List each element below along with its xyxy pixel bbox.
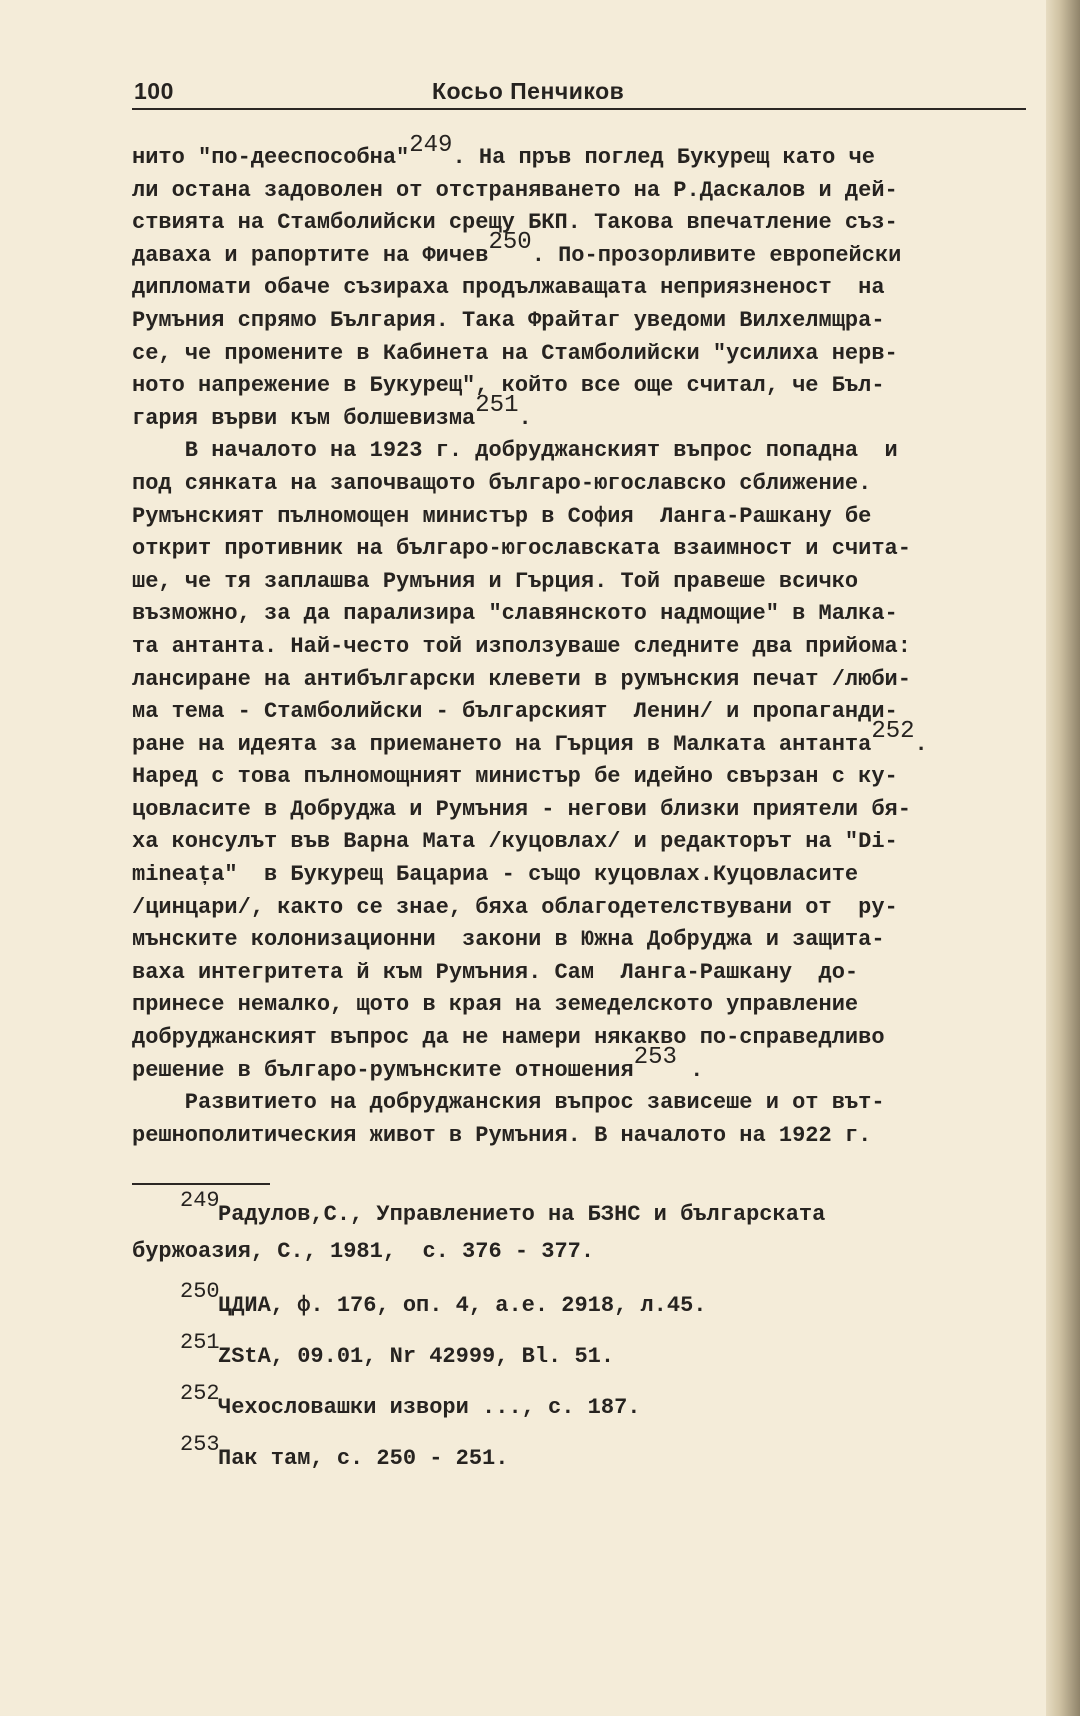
page-number: 100 bbox=[134, 78, 174, 104]
line-text: ма тема - Стамболийски - българският Ленин/ и пропаганди- bbox=[132, 699, 898, 725]
text-line bbox=[132, 631, 1028, 664]
text-line bbox=[132, 718, 1028, 762]
text-line bbox=[132, 1120, 1028, 1153]
text-line bbox=[132, 892, 1028, 925]
line-text: ха консулът във Варна Мата /куцовлах/ и редакторът на "Di- bbox=[132, 829, 898, 855]
text-line bbox=[132, 1087, 1028, 1120]
line-text-after: . bbox=[676, 1057, 704, 1083]
text-line bbox=[132, 392, 1028, 436]
footnote-reference[interactable]: 251 bbox=[475, 392, 519, 420]
footnote-252 bbox=[132, 1381, 1028, 1432]
text-line bbox=[132, 468, 1028, 501]
line-text: ше, че тя заплашва Румъния и Гърция. Той правеше всичко bbox=[132, 568, 859, 594]
text-line bbox=[132, 272, 1028, 305]
text-line bbox=[132, 533, 1028, 566]
line-text: Румъния спрямо България. Така Фрайтаг уведоми Вилхелмщра- bbox=[132, 307, 885, 333]
line-text: /цинцари/, както се знае, бяха облагодетелствувани от ру- bbox=[132, 894, 898, 920]
footnotes bbox=[132, 1188, 1028, 1483]
text-line bbox=[132, 989, 1028, 1022]
footnote-number: 249 bbox=[180, 1188, 220, 1213]
footnote-250 bbox=[132, 1279, 1028, 1330]
line-text: даваха и рапортите на Фичев bbox=[132, 242, 489, 268]
line-text: дипломати обаче съзираха продължаващата неприязненост на bbox=[132, 275, 885, 301]
line-text-after: . bbox=[914, 731, 928, 757]
text-line bbox=[132, 131, 1028, 175]
text-line bbox=[132, 598, 1028, 631]
line-text: ране на идеята за приемането на Гърция в Малката антанта bbox=[132, 731, 872, 757]
footnote-reference[interactable]: 249 bbox=[409, 131, 453, 159]
footnote-text: ZStA, 09.01, Nr 42999, Bl. 51. bbox=[218, 1344, 615, 1369]
line-text: mineața" в Букурещ Бацариа - също куцовлах.Куцовласите bbox=[132, 862, 859, 888]
footnote-number: 250 bbox=[180, 1279, 220, 1304]
footnote-rule bbox=[132, 1183, 270, 1185]
line-text: та антанта. Най-често той използуваше следните два прийома: bbox=[132, 633, 911, 659]
footnote-number: 251 bbox=[180, 1330, 220, 1355]
footnote-number: 252 bbox=[180, 1381, 220, 1406]
text-line bbox=[132, 761, 1028, 794]
footnote-text: Чехословашки извори ..., с. 187. bbox=[218, 1395, 641, 1420]
footnote-251 bbox=[132, 1330, 1028, 1381]
line-text: гария върви към болшевизма bbox=[132, 405, 476, 431]
text-line bbox=[132, 664, 1028, 697]
text-line bbox=[132, 794, 1028, 827]
footnote-reference[interactable]: 250 bbox=[488, 229, 532, 257]
line-text: ваха интегритета й към Румъния. Сам Ланга-Рашкану до- bbox=[132, 959, 859, 985]
text-line bbox=[132, 1022, 1028, 1055]
line-text: добруджанският въпрос да не намери някакво по-справедливо bbox=[132, 1025, 885, 1051]
footnote-reference[interactable]: 252 bbox=[871, 718, 915, 746]
line-text-after: . bbox=[518, 405, 532, 431]
page-header bbox=[132, 78, 1026, 110]
footnote-reference[interactable]: 253 bbox=[633, 1044, 677, 1072]
text-line bbox=[132, 859, 1028, 892]
text-line bbox=[132, 826, 1028, 859]
text-line bbox=[132, 175, 1028, 208]
line-text: В началото на 1923 г. добруджанският въпрос попадна и bbox=[132, 438, 898, 464]
line-text: Наред с това пълномощният министър бе идейно свързан с ку- bbox=[132, 764, 898, 790]
line-text: Румънският пълномощен министър в София Ланга-Рашкану бе bbox=[132, 503, 872, 529]
footnote-249 bbox=[132, 1188, 1028, 1239]
line-text: принесе немалко, щото в края на земеделското управление bbox=[132, 992, 859, 1018]
running-head-author: Косьо Пенчиков bbox=[432, 78, 625, 104]
text-line bbox=[132, 435, 1028, 468]
line-text: решнополитическия живот в Румъния. В началото на 1922 г. bbox=[132, 1122, 872, 1148]
line-text: нито "по-дееспособна" bbox=[132, 145, 410, 170]
text-line bbox=[132, 957, 1028, 990]
line-text: ли остана задоволен от отстраняването на Р.Даскалов и дей- bbox=[132, 177, 898, 203]
text-line bbox=[132, 207, 1028, 240]
text-line bbox=[132, 501, 1028, 534]
line-text: ното напрежение в Букурещ", който все още считал, че Бъл- bbox=[132, 373, 885, 399]
footnote-text: Радулов,С., Управлението на БЗНС и българската bbox=[218, 1202, 826, 1227]
footnote-text: ЦДИА, ф. 176, оп. 4, а.е. 2918, л.45. bbox=[218, 1293, 707, 1318]
text-line bbox=[132, 305, 1028, 338]
line-text: решение в българо-румънските отношения bbox=[132, 1057, 634, 1083]
body-text bbox=[132, 131, 1028, 1152]
line-text: възможно, за да парализира "славянското надмощие" в Малка- bbox=[132, 601, 898, 627]
text-line bbox=[132, 1044, 1028, 1088]
line-text: под сянката на започващото българо-югославско сближение. bbox=[132, 470, 872, 496]
footnote-253 bbox=[132, 1432, 1028, 1483]
line-text: се, че промените в Кабинета на Стамболийски "усилиха нерв- bbox=[132, 340, 898, 366]
line-text: мънските колонизационни закони в Южна Добруджа и защита- bbox=[132, 927, 885, 953]
line-text-after: . По-прозорливите европейски bbox=[531, 242, 902, 268]
footnote-text: Пак там, с. 250 - 251. bbox=[218, 1446, 509, 1471]
line-text: Развитието на добруджанския въпрос зависеше и от вът- bbox=[132, 1090, 885, 1116]
line-text: ствията на Стамболийски срещу БКП. Такова впечатление съз- bbox=[132, 210, 898, 236]
text-line bbox=[132, 924, 1028, 957]
footnote-continuation: буржоазия, С., 1981, с. 376 - 377. bbox=[132, 1239, 595, 1264]
line-text: открит противник на българо-югославската взаимност и счита- bbox=[132, 536, 911, 562]
line-text: лансиране на антибългарски клевети в румънския печат /люби- bbox=[132, 666, 911, 692]
text-line bbox=[132, 338, 1028, 371]
page-edge-shadow bbox=[1046, 0, 1080, 1716]
text-line bbox=[132, 566, 1028, 599]
text-line bbox=[132, 229, 1028, 273]
text-line bbox=[132, 370, 1028, 403]
footnote-number: 253 bbox=[180, 1432, 220, 1457]
line-text-after: . На пръв поглед Букурещ като че bbox=[452, 145, 875, 170]
line-text: цовласите в Добруджа и Румъния - негови близки приятели бя- bbox=[132, 796, 911, 822]
